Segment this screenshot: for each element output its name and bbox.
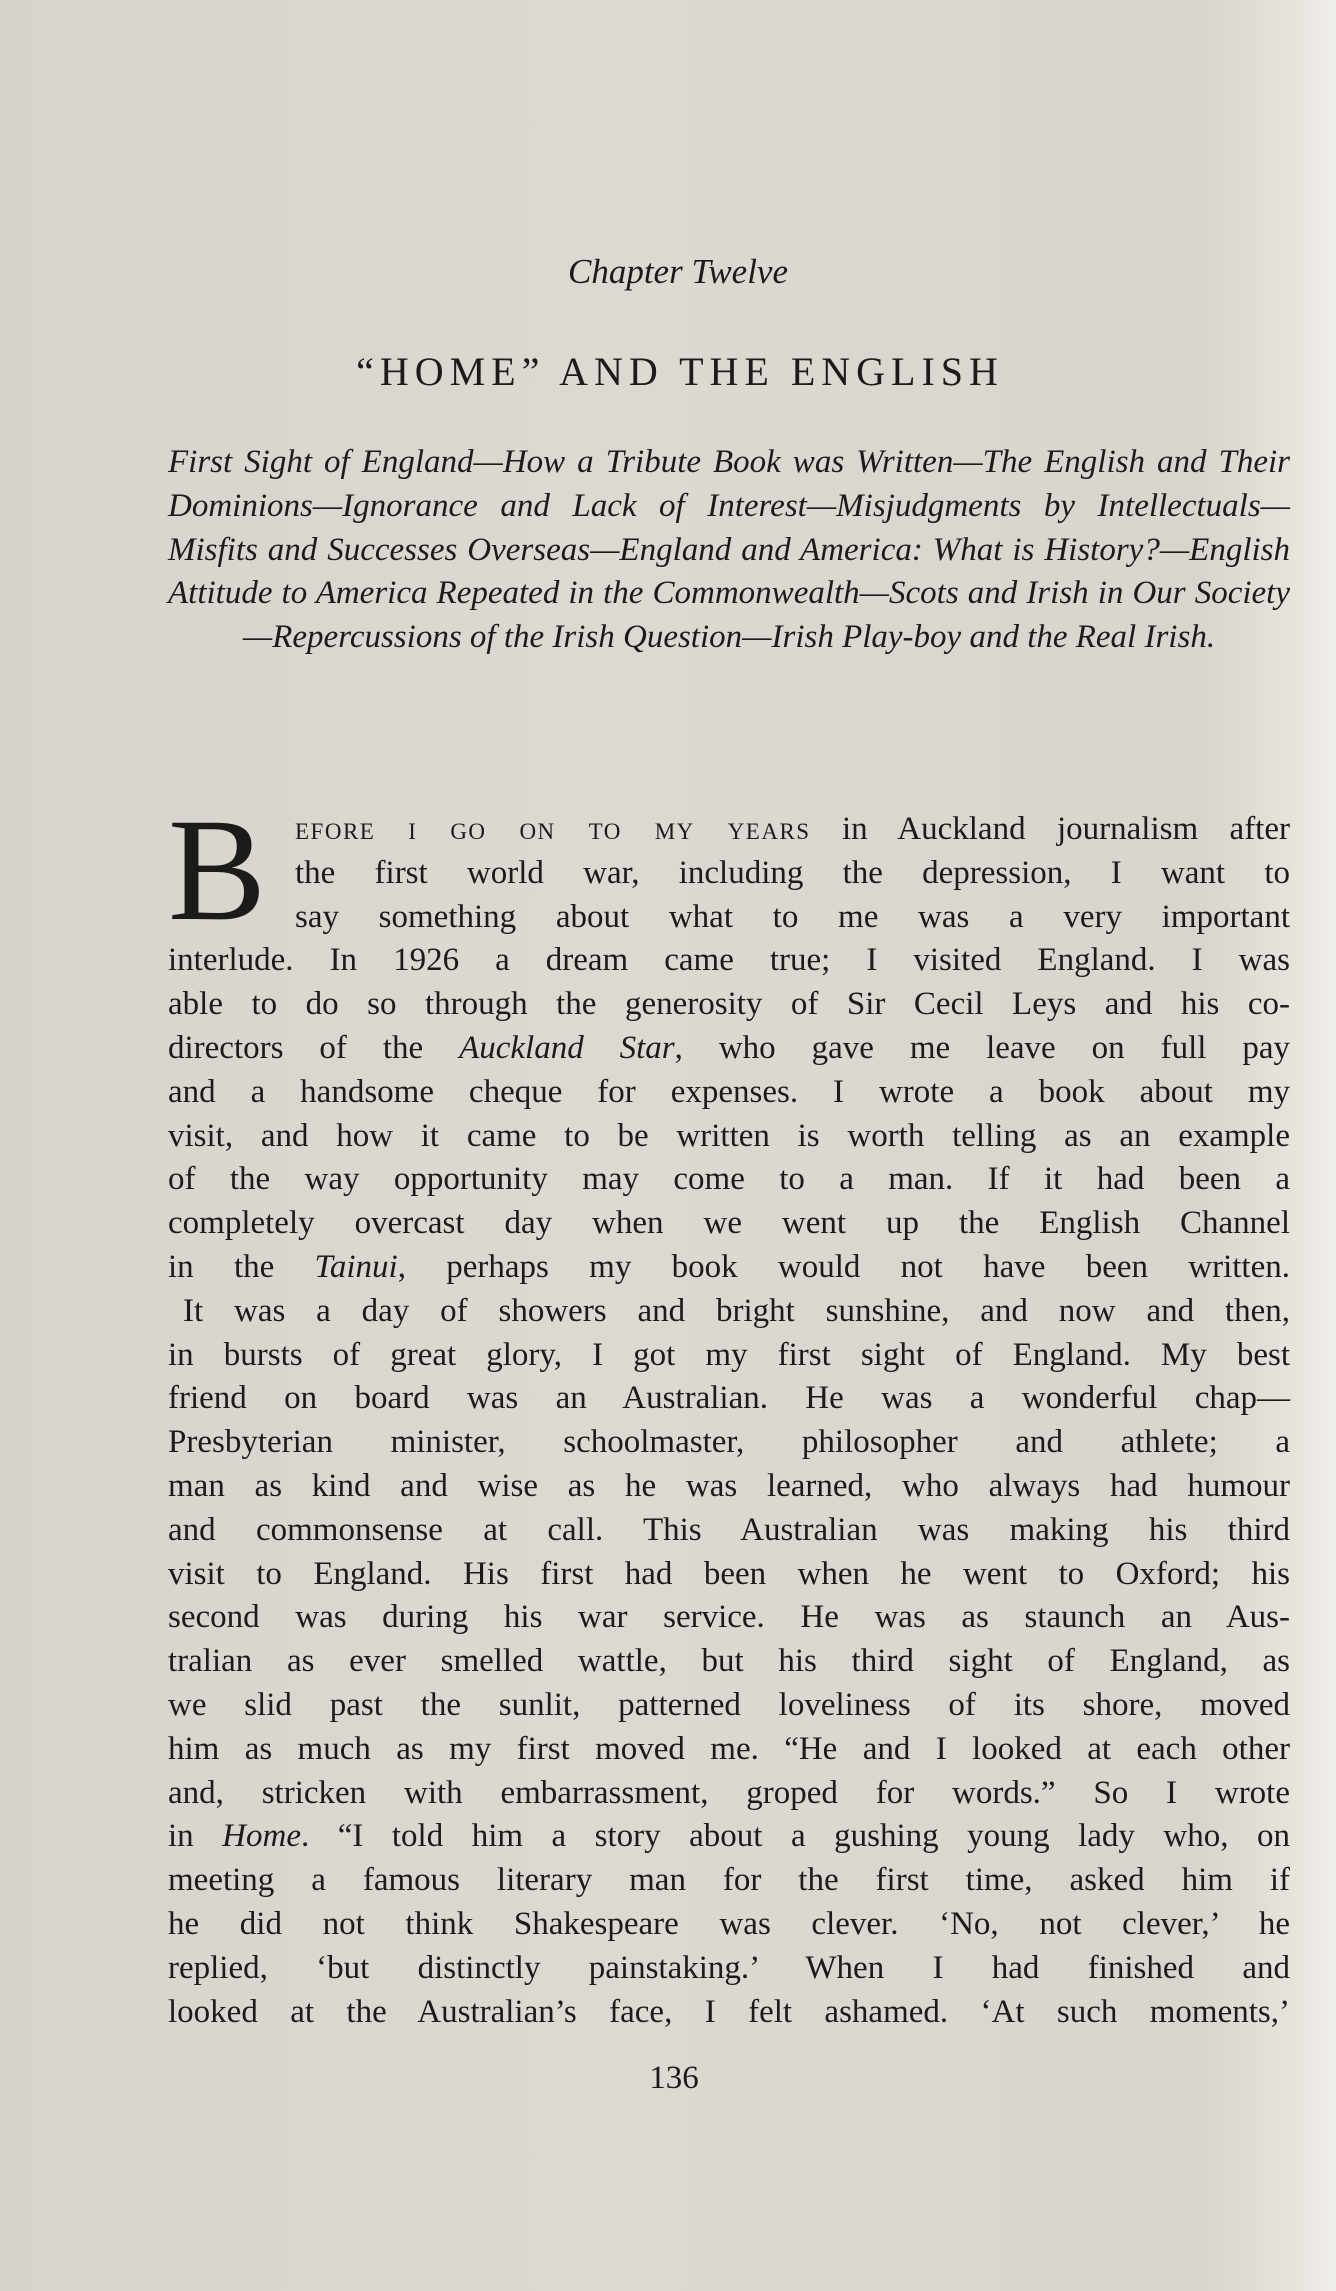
text-line: replied, ‘but distinctly painstaking.’ When I had finished and	[168, 1949, 1290, 1986]
text-line: say something about what to me was a very important	[295, 898, 1290, 935]
text-line: tralian as ever smelled wattle, but his third sight of England, as	[168, 1643, 1290, 1680]
text-line: looked at the Australian’s face, I felt ashamed. ‘At such moments,’	[168, 1993, 1290, 2030]
text-line: and, stricken with embarrassment, groped for words.” So I wrote	[168, 1774, 1290, 1811]
chapter-label: Chapter Twelve	[567, 252, 788, 291]
lead-in-smallcaps: efore i go on to my years	[295, 811, 811, 847]
chapter-synopsis: First Sight of England—How a Tribute Book was Written—The English and Their Dominions—Ignorance and Lack of Interest—Misjudgments by Intellectuals—Misfits and Successes Overseas—England and America: What is History?—English Attitude to America Repeated in the Commonwealth—Scots and Irish in Our Society—Repercussions of the Irish Question—Irish Play-boy and the Real Irish.	[168, 444, 1290, 656]
chapter-title: “HOME” AND THE ENGLISH	[356, 349, 1004, 394]
text-line: visit, and how it came to be written is worth telling as an example	[168, 1117, 1290, 1154]
text-line: man as kind and wise as he was learned, who always had humour	[168, 1467, 1290, 1504]
drop-cap: B	[168, 788, 267, 951]
text-line: we slid past the sunlit, patterned loveliness of its shore, moved	[168, 1686, 1290, 1723]
text-line: friend on board was an Australian. He was a wonderful chap—	[168, 1380, 1290, 1417]
text-line: and commonsense at call. This Australian was making his third	[168, 1511, 1290, 1548]
text-line: second was during his war service. He was as staunch an Aus-	[168, 1599, 1290, 1636]
text-line: interlude. In 1926 a dream came true; I visited England. I was	[168, 942, 1290, 979]
text-line: in bursts of great glory, I got my first sight of England. My best	[168, 1336, 1290, 1373]
text-line: Presbyterian minister, schoolmaster, philosopher and athlete; a	[168, 1424, 1290, 1461]
text-line: It was a day of showers and bright sunshine, and now and then,	[183, 1292, 1290, 1329]
italic-title: Home	[222, 1818, 301, 1855]
body-text	[168, 788, 1291, 2034]
text-line: of the way opportunity may come to a man. If it had been a	[168, 1161, 1290, 1198]
text-line: efore i go on to my years in Auckland journalism after	[295, 811, 1290, 847]
text-line: able to do so through the generosity of Sir Cecil Leys and his co-	[168, 986, 1290, 1023]
page-number: 136	[649, 2060, 699, 2096]
text-line: him as much as my first moved me. “He and I looked at each other	[168, 1730, 1290, 1767]
text-line: he did not think Shakespeare was clever. ‘No, not clever,’ he	[168, 1905, 1290, 1942]
text-line: directors of the Auckland Star, who gave me leave on full pay	[168, 1029, 1290, 1066]
text-line: and a handsome cheque for expenses. I wrote a book about my	[168, 1073, 1290, 1110]
text-line: completely overcast day when we went up the English Channel	[168, 1205, 1290, 1242]
text-line: meeting a famous literary man for the first time, asked him if	[168, 1862, 1290, 1899]
text-line: in the Tainui, perhaps my book would not have been written.	[168, 1248, 1290, 1285]
text-line: the first world war, including the depression, I want to	[295, 854, 1290, 891]
italic-title: Auckland Star	[459, 1029, 675, 1066]
text-line: visit to England. His first had been when he went to Oxford; his	[168, 1555, 1290, 1592]
text-line: in Home. “I told him a story about a gushing young lady who, on	[168, 1818, 1291, 1855]
italic-title: Tainui	[314, 1248, 398, 1285]
